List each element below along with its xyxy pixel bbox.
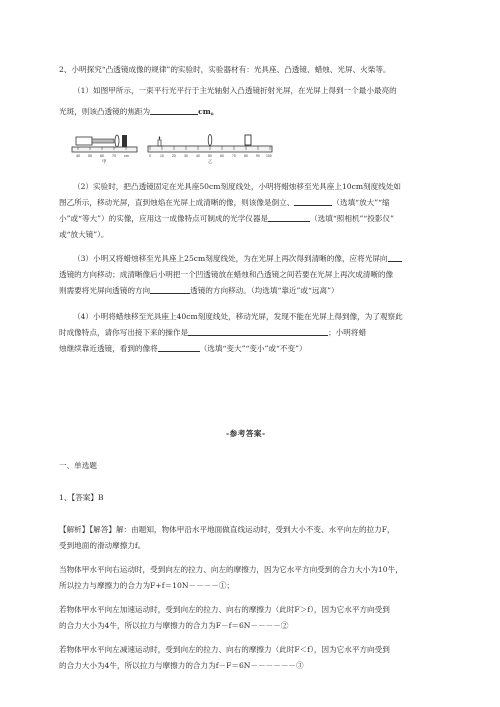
part-4-text: 烛继续靠近透镜，看到的像将 <box>59 344 158 353</box>
analysis-line-3: 当物体甲水平向右运动时，受到向左的拉力、向左的摩擦力，因为它水平方向受到的合力大小为10牛， <box>59 565 403 574</box>
analysis-line-5: 若物体甲水平向左加速运动时，受到向左的拉力、向右的摩擦力（此时F＞f），因为它水平方向受到 <box>59 605 390 614</box>
unit-cm: cm。 <box>198 107 219 116</box>
section-single-choice: 一、单选题 <box>59 461 97 470</box>
part-2-text: 图乙所示，移动光屏，直到烛焰在光屏上成清晰的像，则该像是倒立、 <box>59 198 295 207</box>
focal-length-blank <box>150 114 198 115</box>
figure-label-jia: 甲 <box>102 160 107 165</box>
analysis-line-4: 所以拉力与摩擦力的合力为F+f＝10N－－－－①； <box>59 581 235 590</box>
tick-label: 70 <box>112 154 116 158</box>
tick-label: 70 <box>232 154 236 158</box>
tick-label: 40 <box>76 154 80 158</box>
screen-icon <box>245 135 251 145</box>
part-1-line-1: （1）如图甲所示，一束平行光平行于主光轴射入凸透镜折射光屏，在光屏上得到一个最小最亮的 <box>73 86 397 95</box>
tick-label: 100 <box>266 154 272 158</box>
candle-icon <box>158 140 161 146</box>
part-2-line-1: （2）实验时，把凸透镜固定在光具座50cm刻度线处，小明将蜡烛移至光具座上10cm刻度线处如 <box>73 182 402 191</box>
analysis-line-1: 【解析】【解答】解：由题知，物体甲沿水平地面做直线运动时，受到大小不变、水平向左的拉力F， <box>59 525 395 534</box>
figure-label-yi: 乙 <box>208 160 213 165</box>
ruler-jia <box>72 147 137 152</box>
analysis-line-7: 若物体甲水平向左减速运动时，受到向左的拉力、向右的摩擦力（此时F＜f），因为它水平方向受到 <box>59 645 390 654</box>
lens-icon <box>115 135 119 147</box>
analysis-line-6: 的合力大小为4牛，所以拉力与摩擦力的合力为F－f＝6N－－－－② <box>59 621 289 630</box>
tick-label: 10 <box>160 154 164 158</box>
part-2-options: （选填“放大”“缩 <box>332 198 390 207</box>
tick-label: 50 <box>88 154 92 158</box>
part-1-line-2 <box>59 108 218 116</box>
part-4-options: （选填“变大”“变小”或“不变”） <box>199 344 307 353</box>
answers-heading: -参考答案- <box>226 429 266 438</box>
instrument-blank <box>268 221 310 222</box>
tick-label: 90 <box>256 154 260 158</box>
part-3-text: （3）小明又将蜡烛移至光具座上25cm刻度线处，为在光屏上再次得到清晰的像，应将光屏向 <box>73 254 388 263</box>
tick-label: 20 <box>172 154 176 158</box>
tick-label: 60 <box>220 154 224 158</box>
image-change-blank <box>158 351 200 352</box>
light-source-icon <box>76 137 92 145</box>
part-4-line-3 <box>59 345 307 353</box>
part-4-text: 时成像特点，请你写出接下来的操作是 <box>59 328 189 337</box>
light-beam-icon <box>92 139 114 143</box>
part-4-line-1: （4）小明将蜡烛移至光具座上40cm刻度线处，移动光屏，发现不能在光屏上得到像，为了观察此 <box>73 312 403 321</box>
analysis-line-2: 受到地面的滑动摩擦力f。 <box>59 541 146 550</box>
question-2-intro: 2、小明探究“凸透镜成像的规律”的实验时，实验器材有：光具座、凸透镜、蜡烛、光屏、火柴等。 <box>59 65 391 74</box>
answer-1-head: 1、【答案】B <box>59 493 104 502</box>
part-1-text: 光斑，则该凸透镜的焦距为 <box>59 107 151 116</box>
tick-label: 50 <box>208 154 212 158</box>
part-3-line-1 <box>73 255 402 263</box>
part-4-line-2 <box>59 329 366 337</box>
tick-label: 30 <box>184 154 188 158</box>
part-3-line-3 <box>59 287 339 295</box>
part-2-text: 小”或“等大”）的实像，应用这一成像特点可制成的光学仪器是 <box>59 214 269 223</box>
screen-icon <box>122 135 127 147</box>
analysis-line-8: 的合力大小为4牛，所以拉力与摩擦力的合力为f－F＝6N－－－－－－③ <box>59 661 304 670</box>
part-3-text: 透镜的方向移动。（均选填“靠近”或“远离”） <box>190 286 339 295</box>
part-2-options: （选填“照相机”“投影仪” <box>310 214 394 223</box>
direction-blank-1 <box>388 261 402 262</box>
direction-blank-2 <box>150 293 190 294</box>
flame-icon <box>159 136 161 140</box>
part-4-text: ；小明将蜡 <box>328 328 367 337</box>
lens-icon <box>208 135 212 146</box>
part-2-line-4: 或“放大镜”）。 <box>59 230 109 239</box>
figure-yi <box>148 135 272 166</box>
operation-blank <box>188 335 328 336</box>
part-2-line-3 <box>59 215 394 223</box>
tick-label: 40 <box>196 154 200 158</box>
part-3-line-2: 透镜的方向移动；成清晰像后小明把一个凹透镜放在蜡烛和凸透镜之间若要在光屏上再次成清晰的像 <box>59 270 394 279</box>
tick-label: 60 <box>100 154 104 158</box>
part-2-line-2 <box>59 199 390 207</box>
optical-bench-figures <box>70 131 275 165</box>
part-3-text: 则需要将光屏向透镜的方向 <box>59 286 151 295</box>
tick-label: cm <box>124 154 129 158</box>
image-size-blank <box>294 205 332 206</box>
tick-label: 80 <box>244 154 248 158</box>
figure-jia <box>72 135 137 165</box>
tick-label: 0 <box>149 154 151 158</box>
